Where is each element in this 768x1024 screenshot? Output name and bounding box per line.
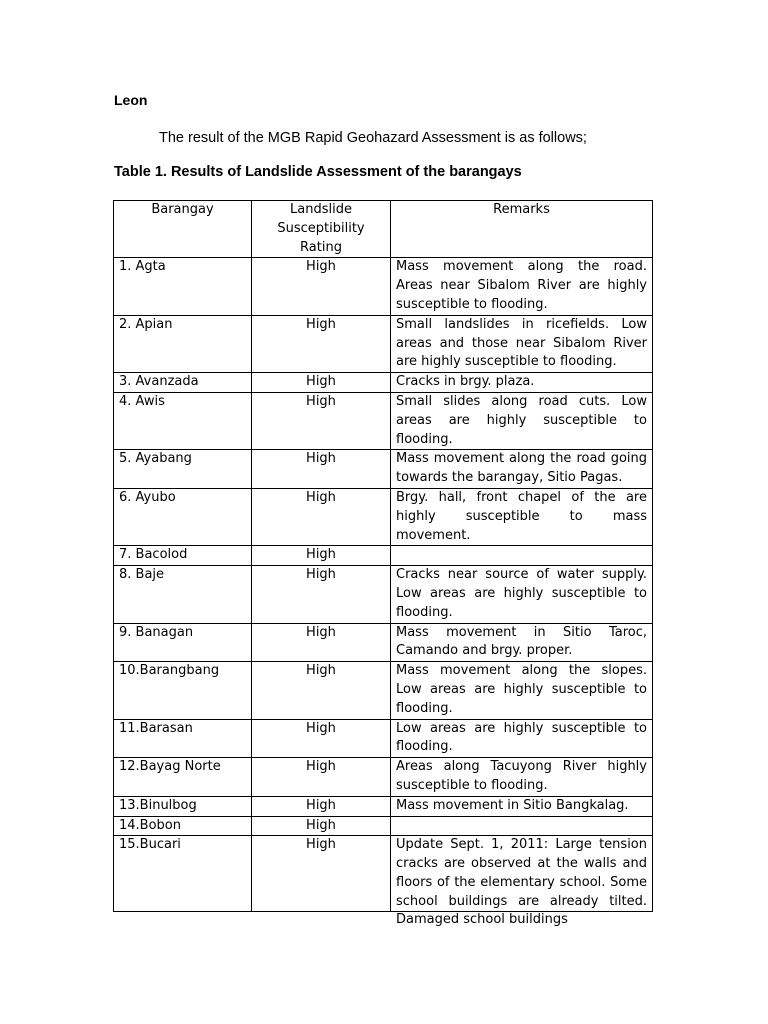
table-row <box>114 392 653 449</box>
barangay-cell: 9. Banagan <box>114 623 252 662</box>
remarks-cell <box>391 836 653 928</box>
table-row <box>114 373 653 393</box>
remarks-cell: Brgy. hall, front chapel of the are highly susceptible to mass movement. <box>391 488 653 545</box>
barangay-cell: 3. Avanzada <box>114 373 252 393</box>
landslide-assessment-table <box>113 200 653 928</box>
table-header-row <box>114 201 653 258</box>
barangay-cell: 10.Barangbang <box>114 662 252 719</box>
intro-paragraph: The result of the MGB Rapid Geohazard Assessment is as follows; <box>159 130 587 146</box>
rating-cell: High <box>252 546 391 566</box>
rating-cell: High <box>252 623 391 662</box>
rating-cell: High <box>252 392 391 449</box>
table-row <box>114 488 653 545</box>
remarks-cell: Low areas are highly susceptible to flooding. <box>391 719 653 758</box>
barangay-cell: 14.Bobon <box>114 816 252 836</box>
remarks-cell: Mass movement along the road going towards the barangay, Sitio Pagas. <box>391 450 653 489</box>
rating-cell: High <box>252 566 391 623</box>
rating-cell: High <box>252 836 391 912</box>
barangay-cell: 5. Ayabang <box>114 450 252 489</box>
remarks-cell: Small slides along road cuts. Low areas are highly susceptible to flooding. <box>391 392 653 449</box>
barangay-cell: 4. Awis <box>114 392 252 449</box>
table-caption: Table 1. Results of Landslide Assessment of the barangays <box>114 164 522 180</box>
rating-cell: High <box>252 373 391 393</box>
rating-cell: High <box>252 758 391 797</box>
rating-cell: High <box>252 796 391 816</box>
remarks-cell: Mass movement along the slopes. Low areas are highly susceptible to flooding. <box>391 662 653 719</box>
table-row <box>114 315 653 372</box>
section-heading: Leon <box>114 92 148 108</box>
rating-cell: High <box>252 258 391 315</box>
table-row <box>114 623 653 662</box>
remarks-cell: Areas along Tacuyong River highly susceptible to flooding. <box>391 758 653 797</box>
barangay-cell: 12.Bayag Norte <box>114 758 252 797</box>
barangay-cell: 6. Ayubo <box>114 488 252 545</box>
barangay-cell: 2. Apian <box>114 315 252 372</box>
barangay-cell: 7. Bacolod <box>114 546 252 566</box>
remarks-text: Update Sept. 1, 2011: Large tension cracks are observed at the walls and floors of the elementary school. Some school buildings are already tilted. Damaged school buildings <box>396 837 647 928</box>
rating-cell: High <box>252 816 391 836</box>
barangay-cell: 8. Baje <box>114 566 252 623</box>
header-barangay: Barangay <box>114 201 252 258</box>
remarks-cell: Mass movement in Sitio Bangkalag. <box>391 796 653 816</box>
table-row <box>114 796 653 816</box>
remarks-cell: Mass movement along the road. Areas near Sibalom River are highly susceptible to flooding. <box>391 258 653 315</box>
barangay-cell: 13.Binulbog <box>114 796 252 816</box>
table-row <box>114 662 653 719</box>
remarks-cell: Mass movement in Sitio Taroc, Camando and brgy. proper. <box>391 623 653 662</box>
remarks-cell <box>391 546 653 566</box>
rating-cell: High <box>252 719 391 758</box>
rating-cell: High <box>252 488 391 545</box>
barangay-cell: 15.Bucari <box>114 836 252 912</box>
header-remarks: Remarks <box>391 201 653 258</box>
remarks-cell: Small landslides in ricefields. Low areas and those near Sibalom River are highly susceptible to flooding. <box>391 315 653 372</box>
table-row <box>114 450 653 489</box>
table-row <box>114 836 653 912</box>
table-row <box>114 758 653 797</box>
table-row <box>114 566 653 623</box>
rating-cell: High <box>252 662 391 719</box>
header-rating: Landslide Susceptibility Rating <box>252 201 391 258</box>
remarks-cell <box>391 816 653 836</box>
rating-cell: High <box>252 315 391 372</box>
barangay-cell: 1. Agta <box>114 258 252 315</box>
remarks-cell: Cracks in brgy. plaza. <box>391 373 653 393</box>
barangay-cell: 11.Barasan <box>114 719 252 758</box>
table-row <box>114 546 653 566</box>
table-row <box>114 719 653 758</box>
table-row <box>114 816 653 836</box>
table-row <box>114 258 653 315</box>
remarks-cell: Cracks near source of water supply. Low areas are highly susceptible to flooding. <box>391 566 653 623</box>
rating-cell: High <box>252 450 391 489</box>
